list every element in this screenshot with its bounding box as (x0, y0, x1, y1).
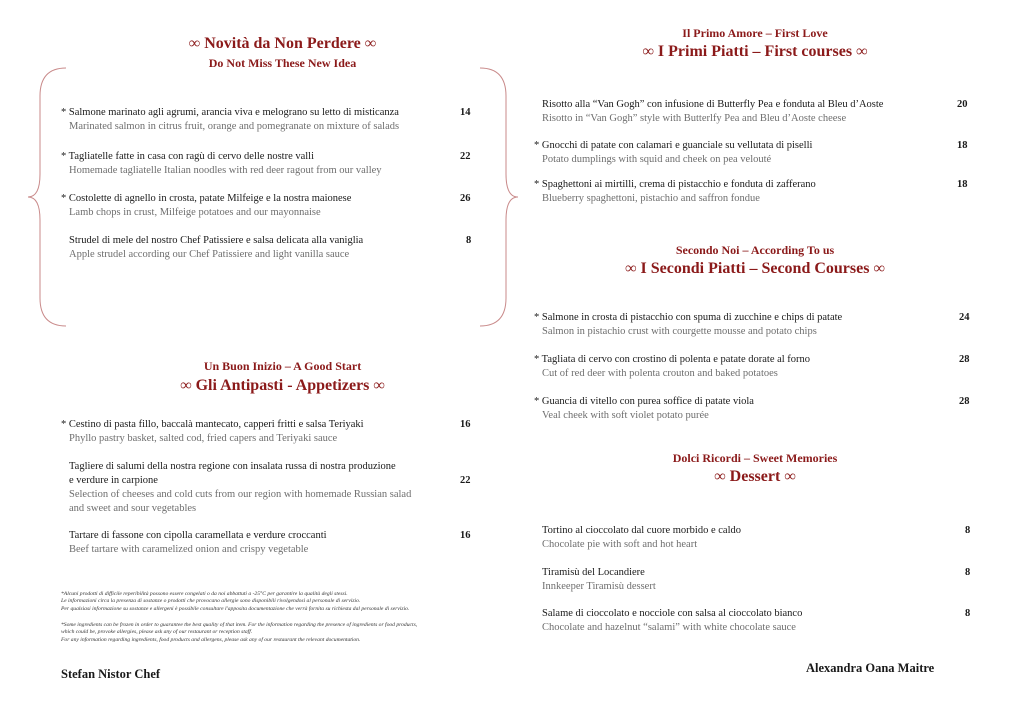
footnote-italian (61, 591, 409, 613)
new-section-heading: ∞ Novità da Non Perdere ∞ (188, 35, 377, 52)
dish-price: 14 (460, 107, 471, 118)
dish-name-en: Innkeeper Tiramisù dessert (542, 581, 656, 592)
dish-name-it: * Tagliata di cervo con crostino di polenta e patate dorate al forno (534, 354, 811, 365)
footnote-line: Le informazioni circa la presenza di sostanze o prodotti che provocano allergie sono disponibili rivolgendosi al personale di servizio. (61, 598, 361, 605)
dish-price: 8 (965, 567, 971, 578)
dish-name-en: Apple strudel according our Chef Patissiere and light vanilla sauce (69, 249, 350, 260)
dish-price: 8 (965, 525, 971, 536)
dish-name-it: Tagliere di salumi della nostra regione con insalata russa di nostra produzione (69, 461, 396, 472)
menu-item (534, 566, 970, 594)
new-section-subheading: Do Not Miss These New Idea (208, 56, 357, 70)
dish-name-it: * Guancia di vitello con purea soffice di patate viola (534, 396, 754, 407)
dish-price: 22 (460, 151, 471, 162)
dish-name-en: Potato dumplings with squid and cheek on pea velouté (542, 154, 772, 165)
dish-price: 8 (466, 235, 472, 246)
dish-price: 18 (957, 140, 968, 151)
menu-item (61, 150, 476, 178)
dish-price: 16 (460, 530, 471, 541)
dish-name-en: Beef tartare with caramelized onion and crispy vegetable (69, 544, 309, 555)
menu-item (61, 192, 476, 220)
menu-item (534, 353, 970, 381)
menu-item (61, 460, 476, 516)
dish-name-it: * Salmone marinato agli agrumi, arancia viva e melograno su letto di misticanza (61, 107, 399, 118)
dish-name-en: Salmon in pistachio crust with courgette mousse and potato chips (542, 326, 817, 337)
footnote-line: Per qualsiasi informazione su sostanze e allergeni è possibile consultare l'apposita documentazione che verrà fornita su richiesta dal personale di servizio. (61, 605, 410, 612)
menu-item (61, 234, 476, 262)
dish-name-it-cont: e verdure in carpione (69, 475, 158, 486)
dish-name-en: Risotto in “Van Gogh” style with Butterlfy Pea and Bleu d’Aoste cheese (542, 113, 847, 124)
dish-name-en: Blueberry spaghettoni, pistachio and saffron fondue (542, 193, 760, 204)
dessert-subheading: Dolci Ricordi – Sweet Memories (672, 451, 838, 465)
dish-name-it: * Salmone in crosta di pistacchio con spuma di zucchine e chips di patate (534, 312, 843, 323)
menu-item (534, 524, 970, 552)
dish-price: 24 (959, 312, 970, 323)
dish-price: 22 (460, 475, 471, 486)
footnote-line: which could be, provoke allergies, please ask any of our restaurant or reception staff. (61, 629, 253, 636)
footnote-english (61, 622, 417, 644)
footnote-line: For any information regarding ingredients, food products and allergens, please ask any of our restaurant the relevant documentation. (61, 636, 361, 643)
dish-name-en: Marinated salmon in citrus fruit, orange and pomegranate on mixture of salads (69, 121, 400, 132)
dish-price: 18 (957, 179, 968, 190)
dish-name-it: Tortino al cioccolato dal cuore morbido e caldo (542, 525, 741, 536)
menu-item (61, 529, 476, 557)
menu-item (534, 395, 970, 423)
menu-item (534, 607, 970, 635)
dish-name-it: * Tagliatelle fatte in casa con ragù di cervo delle nostre valli (61, 151, 315, 162)
footnote-line: *Some ingredients can be frozen in order to guarantee the best quality of that item. For the information regarding the presence of ingredients or food products, (61, 622, 418, 628)
antipasti-subheading: Un Buon Inizio – A Good Start (203, 359, 362, 373)
dish-name-it: * Gnocchi di patate con calamari e guanciale su vellutata di piselli (534, 140, 813, 151)
dish-name-it: * Spaghettoni ai mirtilli, crema di pistacchio e fonduta di zafferano (534, 179, 816, 190)
dish-price: 8 (965, 608, 971, 619)
menu-item (61, 418, 476, 446)
dish-name-it: Tartare di fassone con cipolla caramellata e verdure croccanti (69, 530, 327, 541)
dish-name-en: Lamb chops in crust, Milfeige potatoes and our mayonnaise (69, 207, 321, 218)
dish-price: 16 (460, 419, 471, 430)
right-brace-icon (474, 66, 522, 330)
dish-name-it: Risotto alla “Van Gogh” con infusione di Butterfly Pea e fonduta al Bleu d’Aoste (542, 99, 884, 110)
dish-name-en: Chocolate pie with soft and hot heart (542, 539, 698, 550)
footnote-line: *Alcuni prodotti di difficile reperibilità possono essere congelati o da noi abbattuti a -25°C per garantire la qualità degli stessi. (61, 591, 348, 597)
dish-name-it: Salame di cioccolato e nocciole con salsa al cioccolato bianco (542, 608, 803, 619)
dish-price: 26 (460, 193, 471, 204)
dish-name-en: Homemade tagliatelle Italian noodles with red deer ragout from our valley (69, 165, 382, 176)
dish-name-it: * Cestino di pasta fillo, baccalà mantecato, capperi fritti e salsa Teriyaki (61, 419, 364, 430)
menu-item (534, 311, 970, 339)
dish-name-it: * Costolette di agnello in crosta, patate Milfeige e la nostra maionese (61, 193, 352, 204)
dish-name-en: Chocolate and hazelnut “salami” with white chocolate sauce (542, 622, 796, 633)
dish-name-en: Phyllo pastry basket, salted cod, fried capers and Teriyaki sauce (69, 433, 338, 444)
antipasti-heading: ∞ Gli Antipasti - Appetizers ∞ (180, 377, 385, 394)
chef-signature: Stefan Nistor Chef (61, 667, 161, 681)
dish-price: 20 (957, 99, 968, 110)
dish-name-it: Tiramisù del Locandiere (542, 567, 645, 578)
dish-name-en: Veal cheek with soft violet potato purée (542, 410, 709, 421)
dish-name-en: Cut of red deer with polenta crouton and baked potatoes (542, 368, 778, 379)
menu-item (534, 98, 970, 126)
dish-name-en-cont: and sweet and sour vegetables (69, 503, 197, 514)
dessert-heading: ∞ Dessert ∞ (714, 468, 796, 485)
secondi-subheading: Secondo Noi – According To us (675, 243, 835, 257)
menu-item (61, 106, 476, 134)
dish-name-it: Strudel di mele del nostro Chef Patissiere e salsa delicata alla vaniglia (69, 235, 364, 246)
maitre-signature: Alexandra Oana Maitre (806, 661, 935, 675)
primi-heading: ∞ I Primi Piatti – First courses ∞ (642, 43, 868, 60)
dish-price: 28 (959, 396, 970, 407)
dish-name-en: Selection of cheeses and cold cuts from our region with homemade Russian salad (69, 489, 412, 500)
dish-price: 28 (959, 354, 970, 365)
menu-item (534, 178, 970, 206)
primi-subheading: Il Primo Amore – First Love (682, 26, 828, 40)
menu-item (534, 139, 970, 167)
secondi-heading: ∞ I Secondi Piatti – Second Courses ∞ (625, 260, 885, 277)
